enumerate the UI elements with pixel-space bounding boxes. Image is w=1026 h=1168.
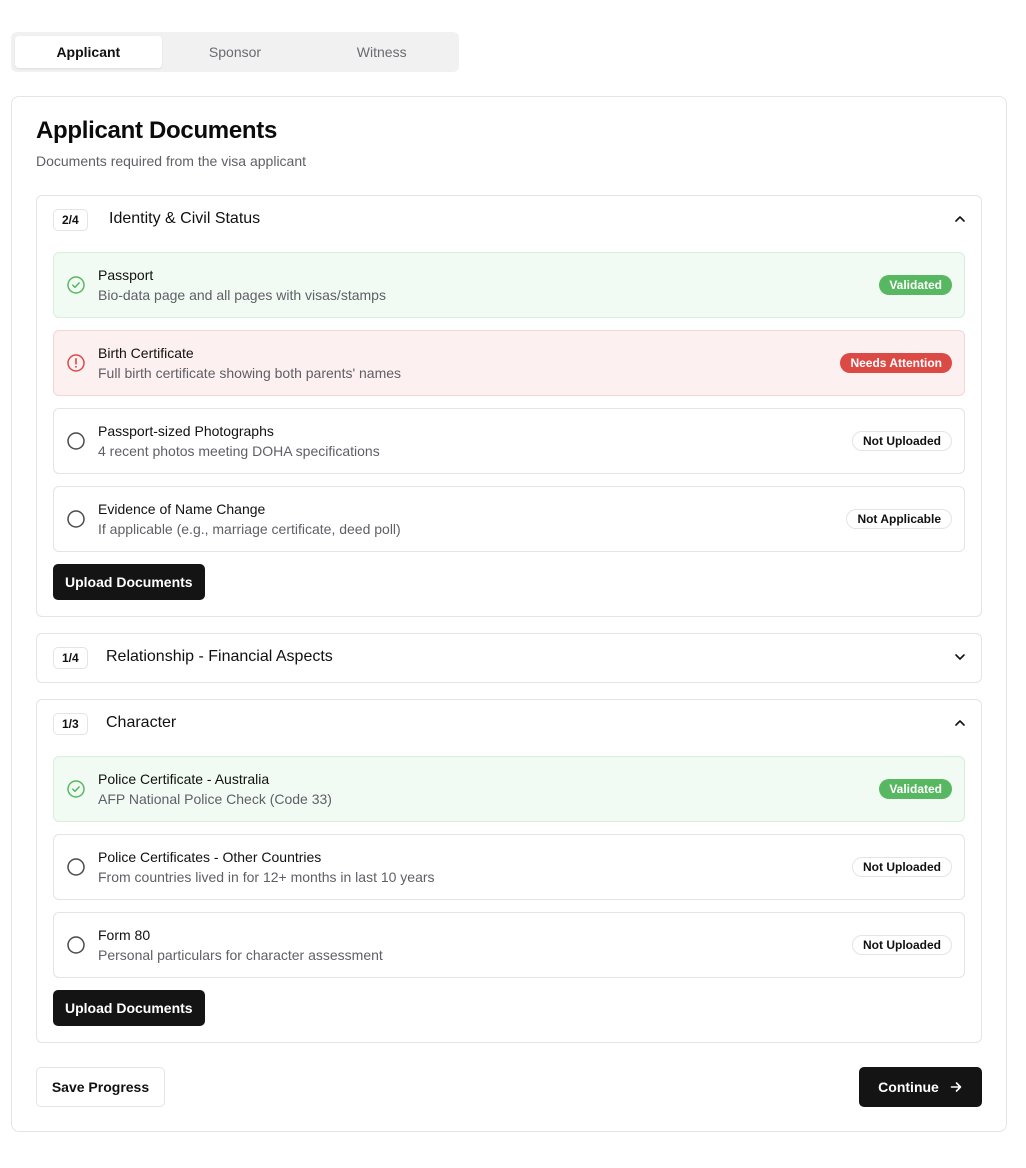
section-relationship-financial [36,633,982,683]
status-badge: Validated [879,275,952,295]
section-count-badge: 2/4 [53,209,88,231]
section-count-badge: 1/3 [53,713,88,735]
document-row-name-change[interactable] [53,486,965,552]
applicant-tabs [11,32,459,72]
empty-circle-icon [66,431,86,451]
tab-sponsor[interactable]: Sponsor [208,44,262,60]
empty-circle-icon [66,509,86,529]
check-circle-icon [66,275,86,295]
document-description: From countries lived in for 12+ months in last 10 years [98,869,435,885]
document-row-passport[interactable] [53,252,965,318]
section-title: Character [106,714,177,731]
arrow-right-icon [949,1080,963,1094]
upload-documents-button[interactable]: Upload Documents [53,564,205,600]
section-relationship-financial-header[interactable] [37,634,981,682]
document-row-police-other[interactable] [53,834,965,900]
document-description: AFP National Police Check (Code 33) [98,791,332,807]
section-title: Relationship - Financial Aspects [106,648,333,665]
chevron-up-icon[interactable] [953,716,967,730]
document-name: Police Certificate - Australia [98,771,270,787]
document-description: Full birth certificate showing both parents' names [98,365,402,381]
document-name: Evidence of Name Change [98,501,266,517]
empty-circle-icon [66,857,86,877]
empty-circle-icon [66,935,86,955]
chevron-up-icon[interactable] [953,212,967,226]
chevron-down-icon[interactable] [953,650,967,664]
document-name: Passport [98,267,154,283]
document-name: Police Certificates - Other Countries [98,849,322,865]
status-badge: Not Applicable [846,509,952,529]
status-badge: Validated [879,779,952,799]
document-description: If applicable (e.g., marriage certificate, deed poll) [98,521,401,537]
section-character [36,699,982,1043]
document-name: Passport-sized Photographs [98,423,274,439]
continue-button[interactable] [859,1067,982,1107]
section-title: Identity & Civil Status [109,210,261,227]
section-identity [36,195,982,617]
section-count-badge: 1/4 [53,647,88,669]
page-title: Applicant Documents [36,117,277,144]
document-row-form-80[interactable] [53,912,965,978]
save-progress-button[interactable]: Save Progress [36,1067,165,1107]
status-badge: Not Uploaded [852,935,952,955]
document-description: Bio-data page and all pages with visas/stamps [98,287,386,303]
check-circle-icon [66,779,86,799]
status-badge: Needs Attention [840,353,952,373]
document-name: Birth Certificate [98,345,194,361]
section-character-header[interactable] [37,700,981,748]
document-row-police-australia[interactable] [53,756,965,822]
documents-card [11,96,1007,1132]
section-identity-header[interactable] [37,196,981,244]
document-name: Form 80 [98,927,151,943]
document-row-birth-certificate[interactable] [53,330,965,396]
page-subtitle: Documents required from the visa applicant [36,153,307,169]
alert-circle-icon [66,353,86,373]
document-description: 4 recent photos meeting DOHA specifications [98,443,380,459]
tab-applicant[interactable]: Applicant [15,36,162,68]
continue-label: Continue [878,1079,939,1095]
status-badge: Not Uploaded [852,431,952,451]
status-badge: Not Uploaded [852,857,952,877]
document-description: Personal particulars for character assessment [98,947,383,963]
tab-witness[interactable]: Witness [356,44,407,60]
upload-documents-button[interactable]: Upload Documents [53,990,205,1026]
document-row-photographs[interactable] [53,408,965,474]
